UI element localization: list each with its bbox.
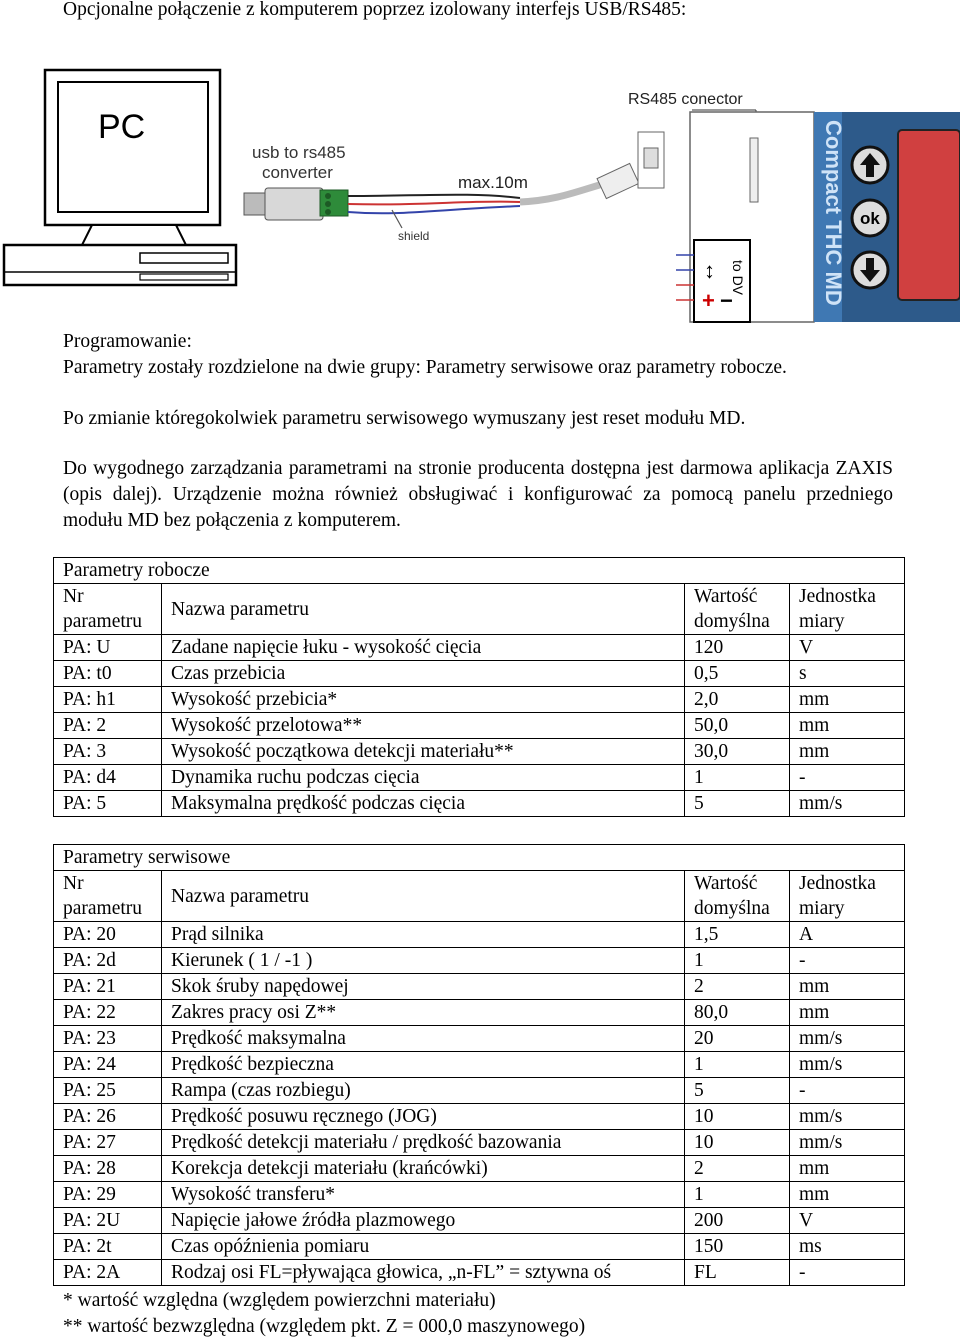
param-name: Rampa (czas rozbiegu) bbox=[162, 1078, 685, 1104]
compact-thc-md-device bbox=[690, 112, 960, 322]
param-default: 120 bbox=[685, 635, 790, 661]
pc-icon bbox=[4, 70, 236, 285]
param-unit: mm bbox=[790, 1156, 905, 1182]
param-unit: mm bbox=[790, 687, 905, 713]
table-row bbox=[54, 1078, 905, 1104]
param-name: Wysokość przebicia* bbox=[162, 687, 685, 713]
table-row bbox=[54, 1260, 905, 1286]
header-default: Wartość domyślna bbox=[685, 871, 790, 922]
table-row bbox=[54, 765, 905, 791]
converter-label-2: converter bbox=[262, 163, 333, 182]
param-unit: mm/s bbox=[790, 1104, 905, 1130]
param-default: 0,5 bbox=[685, 661, 790, 687]
param-unit: - bbox=[790, 948, 905, 974]
working-parameters-table bbox=[53, 557, 905, 817]
table-row bbox=[54, 922, 905, 948]
param-default: 80,0 bbox=[685, 1000, 790, 1026]
rs485-socket-icon bbox=[638, 132, 664, 188]
header-name: Nazwa parametru bbox=[162, 584, 685, 635]
param-unit: mm/s bbox=[790, 1052, 905, 1078]
table-row bbox=[54, 974, 905, 1000]
table-row bbox=[54, 713, 905, 739]
param-unit: - bbox=[790, 1260, 905, 1286]
param-unit: mm bbox=[790, 739, 905, 765]
param-unit: s bbox=[790, 661, 905, 687]
param-name: Prędkość bezpieczna bbox=[162, 1052, 685, 1078]
param-unit: mm bbox=[790, 974, 905, 1000]
arrow-icons: ↕ bbox=[704, 258, 715, 283]
param-nr: PA: t0 bbox=[54, 661, 162, 687]
param-nr: PA: 28 bbox=[54, 1156, 162, 1182]
table-row bbox=[54, 1130, 905, 1156]
page-header: Opcjonalne połączenie z komputerem poprzez izolowany interfejs USB/RS485: bbox=[63, 0, 687, 20]
param-default: 5 bbox=[685, 1078, 790, 1104]
table-row bbox=[54, 1182, 905, 1208]
footnote-2: ** wartość bezwzględna (względem pkt. Z = 000,0 maszynowego) bbox=[63, 1316, 586, 1337]
param-nr: PA: 29 bbox=[54, 1182, 162, 1208]
device-name-label: Compact THC MD bbox=[821, 120, 846, 306]
param-nr: PA: 22 bbox=[54, 1000, 162, 1026]
table-row bbox=[54, 739, 905, 765]
param-nr: PA: 20 bbox=[54, 922, 162, 948]
paragraph-2: Po zmianie któregokolwiek parametru serwisowego wymuszany jest reset modułu MD. bbox=[63, 408, 746, 429]
param-unit: mm/s bbox=[790, 1026, 905, 1052]
display-window bbox=[898, 130, 960, 300]
param-default: 1 bbox=[685, 948, 790, 974]
param-default: 10 bbox=[685, 1104, 790, 1130]
paragraph-1: Parametry zostały rozdzielone na dwie grupy: Parametry serwisowe oraz parametry robocze. bbox=[63, 357, 787, 378]
param-nr: PA: 2A bbox=[54, 1260, 162, 1286]
param-unit: mm/s bbox=[790, 791, 905, 817]
table-row bbox=[54, 791, 905, 817]
working-table-title: Parametry robocze bbox=[54, 558, 905, 584]
to-dv-label: to DV bbox=[730, 260, 746, 296]
param-nr: PA: 24 bbox=[54, 1052, 162, 1078]
rj-plug-icon bbox=[597, 163, 639, 198]
param-name: Dynamika ruchu podczas cięcia bbox=[162, 765, 685, 791]
param-name: Rodzaj osi FL=pływająca głowica, „n-FL” = sztywna oś bbox=[162, 1260, 685, 1286]
param-unit: - bbox=[790, 765, 905, 791]
param-nr: PA: 2 bbox=[54, 713, 162, 739]
param-default: 1 bbox=[685, 1182, 790, 1208]
param-default: 1 bbox=[685, 765, 790, 791]
param-unit: mm bbox=[790, 1182, 905, 1208]
param-nr: PA: 23 bbox=[54, 1026, 162, 1052]
usb-converter-icon bbox=[244, 188, 348, 220]
param-name: Prędkość posuwu ręcznego (JOG) bbox=[162, 1104, 685, 1130]
param-unit: mm/s bbox=[790, 1130, 905, 1156]
rs485-label: RS485 conector bbox=[628, 91, 743, 108]
param-nr: PA: 21 bbox=[54, 974, 162, 1000]
param-nr: PA: 5 bbox=[54, 791, 162, 817]
table-row bbox=[54, 635, 905, 661]
param-name: Maksymalna prędkość podczas cięcia bbox=[162, 791, 685, 817]
param-name: Zakres pracy osi Z** bbox=[162, 1000, 685, 1026]
param-default: 2,0 bbox=[685, 687, 790, 713]
table-row bbox=[54, 1000, 905, 1026]
table-row bbox=[54, 1208, 905, 1234]
ok-label: ok bbox=[860, 209, 880, 228]
header-unit: Jednostka miary bbox=[790, 871, 905, 922]
param-nr: PA: 2U bbox=[54, 1208, 162, 1234]
param-unit: mm bbox=[790, 1000, 905, 1026]
param-name: Zadane napięcie łuku - wysokość cięcia bbox=[162, 635, 685, 661]
param-default: FL bbox=[685, 1260, 790, 1286]
param-unit: ms bbox=[790, 1234, 905, 1260]
param-default: 20 bbox=[685, 1026, 790, 1052]
service-parameters-table bbox=[53, 844, 905, 1286]
param-name: Prędkość detekcji materiału / prędkość bazowania bbox=[162, 1130, 685, 1156]
param-default: 30,0 bbox=[685, 739, 790, 765]
table-row bbox=[54, 661, 905, 687]
param-name: Prędkość maksymalna bbox=[162, 1026, 685, 1052]
param-name: Wysokość transferu* bbox=[162, 1182, 685, 1208]
header-nr: Nr parametru bbox=[54, 584, 162, 635]
plus-icon: + bbox=[702, 288, 715, 313]
param-name: Prąd silnika bbox=[162, 922, 685, 948]
param-nr: PA: 27 bbox=[54, 1130, 162, 1156]
table-row bbox=[54, 948, 905, 974]
param-name: Kierunek ( 1 / -1 ) bbox=[162, 948, 685, 974]
table-row bbox=[54, 1104, 905, 1130]
table-row bbox=[54, 1234, 905, 1260]
param-nr: PA: 25 bbox=[54, 1078, 162, 1104]
param-nr: PA: 2d bbox=[54, 948, 162, 974]
paragraph-3: Do wygodnego zarządzania parametrami na stronie producenta dostępna jest darmowa aplikacja ZAXIS (opis dalej). Urządzenie można również obsługiwać i konfigurować za pomocą panelu przedniego modułu MD bez połączenia z komputerem. bbox=[63, 458, 893, 531]
param-name: Czas przebicia bbox=[162, 661, 685, 687]
header-nr: Nr parametru bbox=[54, 871, 162, 922]
param-default: 1 bbox=[685, 1052, 790, 1078]
converter-label-1: usb to rs485 bbox=[252, 143, 346, 162]
param-name: Skok śruby napędowej bbox=[162, 974, 685, 1000]
param-nr: PA: 2t bbox=[54, 1234, 162, 1260]
param-name: Wysokość początkowa detekcji materiału** bbox=[162, 739, 685, 765]
param-default: 50,0 bbox=[685, 713, 790, 739]
table-row bbox=[54, 1052, 905, 1078]
connection-diagram bbox=[0, 60, 960, 330]
shield-label: shield bbox=[398, 229, 430, 243]
footnote-1: * wartość względna (względem powierzchni materiału) bbox=[63, 1290, 496, 1311]
cable-length-label: max.10m bbox=[458, 173, 528, 192]
param-nr: PA: 26 bbox=[54, 1104, 162, 1130]
param-default: 150 bbox=[685, 1234, 790, 1260]
header-unit: Jednostka miary bbox=[790, 584, 905, 635]
param-default: 2 bbox=[685, 974, 790, 1000]
param-default: 2 bbox=[685, 1156, 790, 1182]
param-nr: PA: 3 bbox=[54, 739, 162, 765]
param-unit: - bbox=[790, 1078, 905, 1104]
table-row bbox=[54, 1156, 905, 1182]
param-default: 5 bbox=[685, 791, 790, 817]
header-name: Nazwa parametru bbox=[162, 871, 685, 922]
service-table-title: Parametry serwisowe bbox=[54, 845, 905, 871]
param-name: Napięcie jałowe źródła plazmowego bbox=[162, 1208, 685, 1234]
param-name: Korekcja detekcji materiału (krańcówki) bbox=[162, 1156, 685, 1182]
param-name: Czas opóźnienia pomiaru bbox=[162, 1234, 685, 1260]
param-unit: A bbox=[790, 922, 905, 948]
param-default: 10 bbox=[685, 1130, 790, 1156]
param-name: Wysokość przelotowa** bbox=[162, 713, 685, 739]
param-nr: PA: d4 bbox=[54, 765, 162, 791]
minus-icon: − bbox=[720, 288, 733, 313]
section-title: Programowanie: bbox=[63, 331, 192, 352]
param-default: 1,5 bbox=[685, 922, 790, 948]
header-default: Wartość domyślna bbox=[685, 584, 790, 635]
param-nr: PA: U bbox=[54, 635, 162, 661]
param-unit: mm bbox=[790, 713, 905, 739]
param-default: 200 bbox=[685, 1208, 790, 1234]
table-row bbox=[54, 687, 905, 713]
param-nr: PA: h1 bbox=[54, 687, 162, 713]
param-unit: V bbox=[790, 635, 905, 661]
table-row bbox=[54, 1026, 905, 1052]
param-unit: V bbox=[790, 1208, 905, 1234]
pc-label: PC bbox=[98, 108, 146, 146]
